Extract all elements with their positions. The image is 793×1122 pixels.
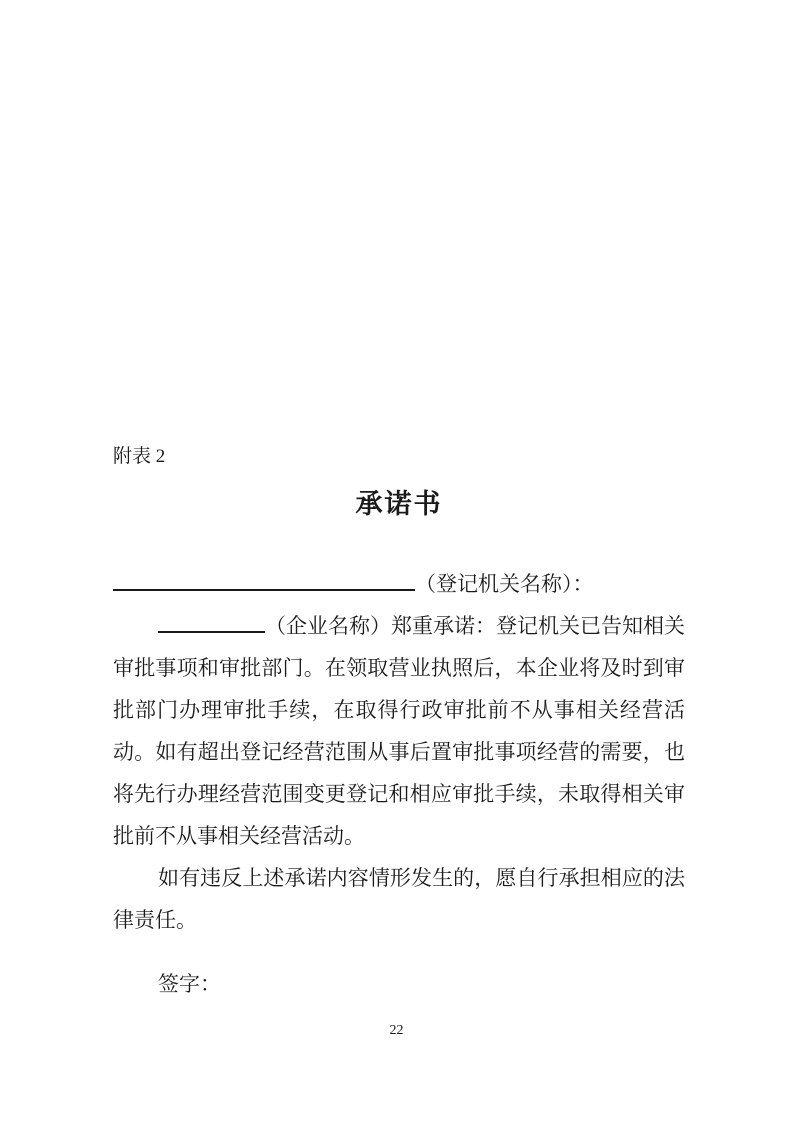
- addressee-suffix: （登记机关名称）：: [415, 572, 594, 596]
- page-number: 22: [389, 1023, 404, 1038]
- appendix-label: 附表 2: [113, 446, 166, 467]
- addressee-line: [113, 563, 685, 605]
- enterprise-name-blank-line: [158, 613, 265, 633]
- liability-paragraph: 如有违反上述承诺内容情形发生的，愿自行承担相应的法律责任。: [113, 866, 685, 932]
- registration-authority-blank-line: [113, 571, 415, 591]
- signature-label: 签字：: [158, 972, 221, 996]
- document-body: [113, 563, 685, 1005]
- commitment-text: （企业名称）郑重承诺：登记机关已告知相关审批事项和审批部门。在领取营业执照后，本企业将及时到审批部门办理审批手续，在取得行政审批前不从事相关经营活动。如有超出登记经营范围从事后置审批事项经营的需要，也将先行办理经营范围变更登记和相应审批手续，未取得相关审批前不从事相关经营活动。: [113, 614, 685, 848]
- commitment-paragraph: [113, 605, 685, 857]
- document-title: 承诺书: [355, 489, 443, 519]
